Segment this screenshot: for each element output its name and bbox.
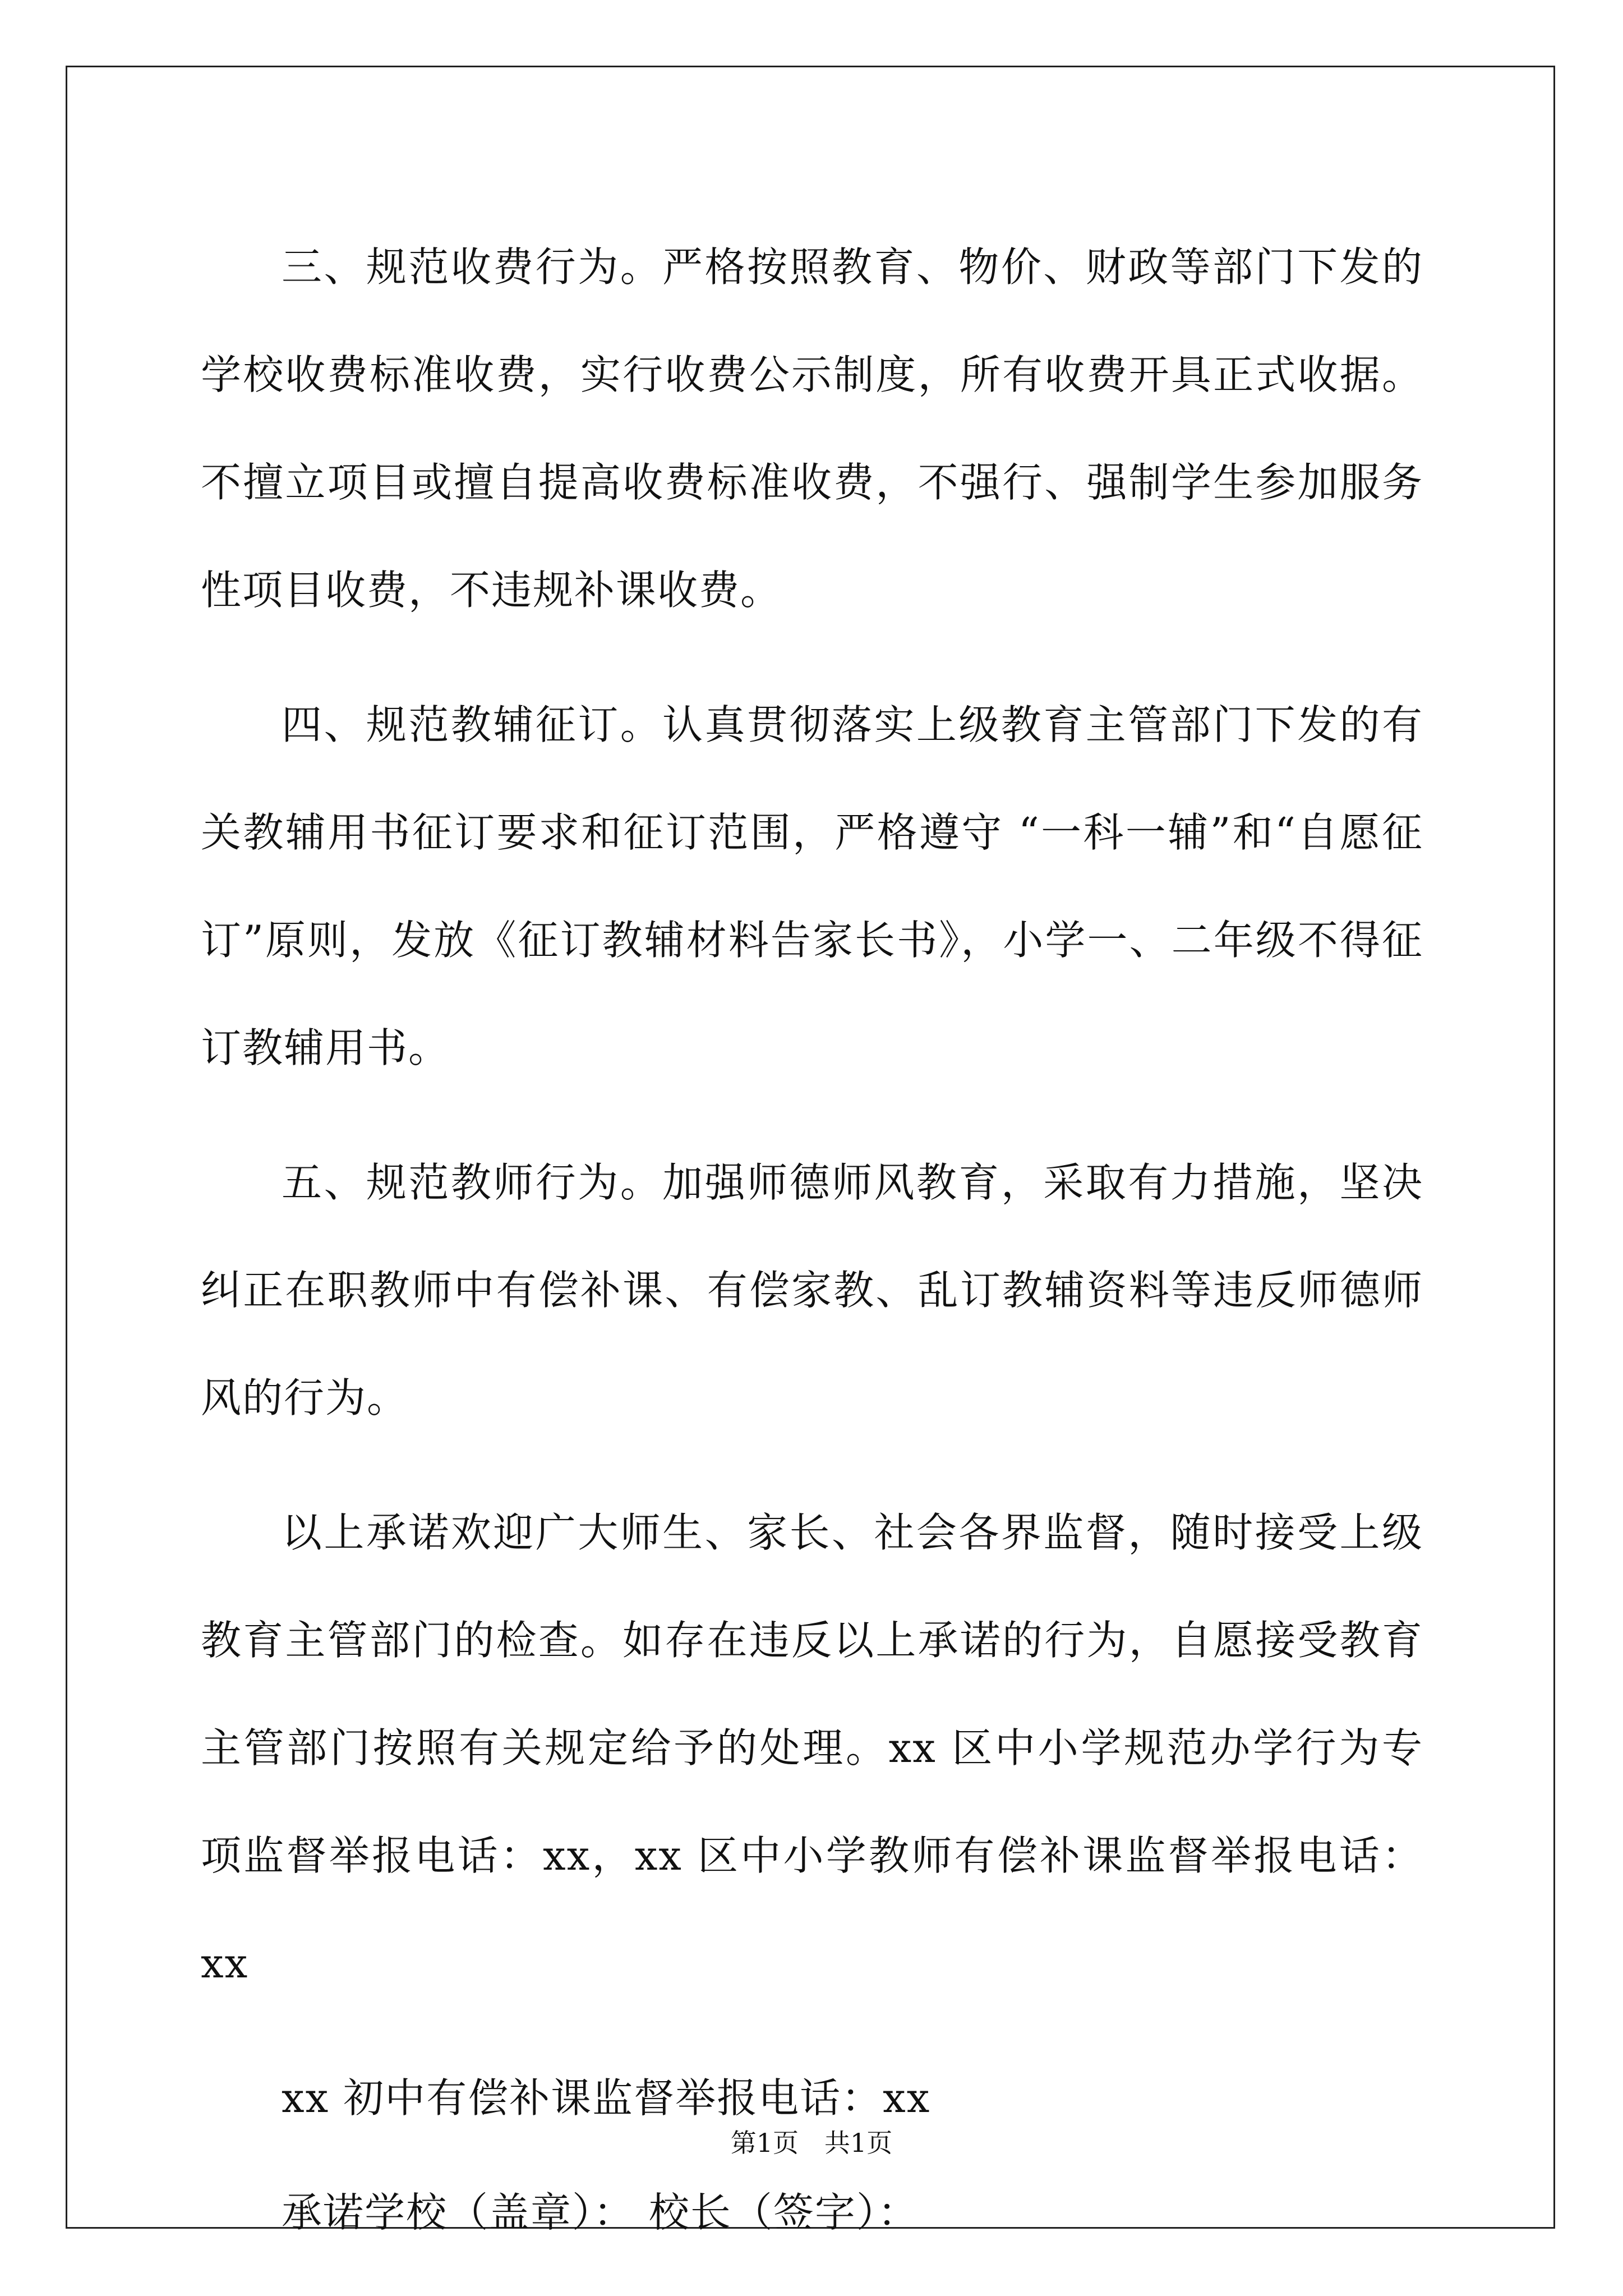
paragraph-signature-line: 承诺学校（盖章）： 校长（签字）： xyxy=(282,2189,919,2236)
page-footer xyxy=(0,2126,1623,2160)
document-body xyxy=(201,213,1423,2273)
paragraph-supplementary-materials: 四、规范教辅征订。认真贯彻落实上级教育主管部门下发的有关教辅用书征订要求和征订范围，严格遵守 “一科一辅”和“自愿征订”原则，发放《征订教辅材料告家长书》，小学一、二年级不得征订教辅用书。 xyxy=(201,701,1423,1071)
paragraph-supervision-hotline: 以上承诺欢迎广大师生、家长、社会各界监督，随时接受上级教育主管部门的检查。如存在违反以上承诺的行为，自愿接受教育主管部门按照有关规定给予的处理。xx 区中小学规范办学行为专项监督举报电话：xx，xx 区中小学教师有偿补课监督举报电话：xx xyxy=(201,1509,1423,1987)
paragraph-fee-regulation: 三、规范收费行为。严格按照教育、物价、财政等部门下发的学校收费标准收费，实行收费公示制度，所有收费开具正式收据。不擅立项目或擅自提高收费标准收费，不强行、强制学生参加服务性项目收费，不违规补课收费。 xyxy=(201,243,1423,614)
page-number: 第1页 xyxy=(730,2128,799,2158)
page-total: 共1页 xyxy=(824,2128,893,2158)
paragraph-teacher-conduct: 五、规范教师行为。加强师德师风教育，采取有力措施，坚决纠正在职教师中有偿补课、有偿家教、乱订教辅资料等违反师德师风的行为。 xyxy=(201,1159,1423,1421)
paragraph-junior-high-hotline: xx 初中有偿补课监督举报电话：xx xyxy=(282,2074,931,2122)
